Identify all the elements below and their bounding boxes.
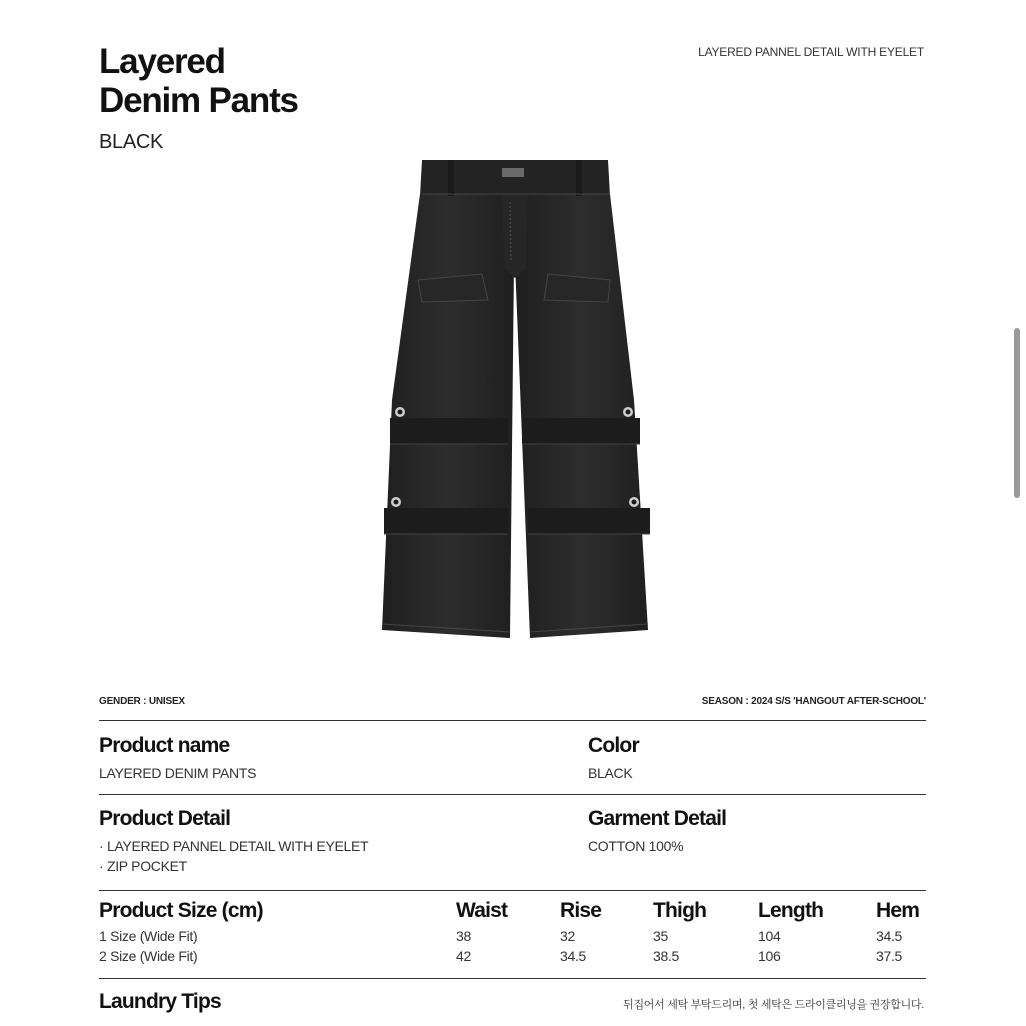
divider: [99, 978, 926, 979]
garment-detail-value: COTTON 100%: [588, 838, 684, 854]
product-name-heading: Product name: [99, 734, 230, 757]
product-color-name: BLACK: [99, 131, 164, 153]
product-detail-item: · LAYERED PANNEL DETAIL WITH EYELET: [99, 838, 369, 854]
divider: [99, 720, 926, 721]
size-cell: 106: [758, 948, 781, 964]
size-cell: 38.5: [653, 948, 680, 964]
product-name-value: LAYERED DENIM PANTS: [99, 765, 257, 781]
size-table-title: Product Size (cm): [99, 899, 263, 922]
size-cell: 38: [456, 928, 471, 944]
size-cell: 35: [653, 928, 668, 944]
color-heading: Color: [588, 734, 639, 757]
scrollbar[interactable]: [1014, 328, 1020, 498]
product-detail-list: [99, 836, 368, 876]
size-col-waist: Waist: [456, 899, 508, 922]
size-cell: 37.5: [876, 948, 903, 964]
product-title-line-2: Denim Pants: [99, 81, 298, 120]
size-col-rise: Rise: [560, 899, 602, 922]
product-title-line-1: Layered: [99, 42, 225, 81]
size-cell: 34.5: [876, 928, 903, 944]
product-detail-item: · ZIP POCKET: [99, 858, 187, 874]
size-cell: 104: [758, 928, 781, 944]
product-title: [99, 42, 298, 120]
pants-image: [370, 150, 660, 650]
divider: [99, 794, 926, 795]
size-cell: 34.5: [560, 948, 587, 964]
size-col-length: Length: [758, 899, 824, 922]
garment-detail-heading: Garment Detail: [588, 807, 727, 830]
color-value: BLACK: [588, 765, 633, 781]
product-tagline: LAYERED PANNEL DETAIL WITH EYELET: [698, 45, 924, 59]
laundry-tips-heading: Laundry Tips: [99, 990, 221, 1013]
laundry-tips-note: 뒤집어서 세탁 부탁드리며, 첫 세탁은 드라이클리닝을 권장합니다.: [623, 999, 924, 1011]
size-col-hem: Hem: [876, 899, 920, 922]
size-cell: 42: [456, 948, 471, 964]
product-detail-heading: Product Detail: [99, 807, 231, 830]
size-col-thigh: Thigh: [653, 899, 707, 922]
season-label: SEASON : 2024 S/S 'HANGOUT AFTER-SCHOOL': [701, 696, 926, 707]
size-cell: 32: [560, 928, 575, 944]
size-row-label: 1 Size (Wide Fit): [99, 928, 198, 944]
size-row-label: 2 Size (Wide Fit): [99, 948, 198, 964]
gender-label: GENDER : UNISEX: [99, 696, 185, 707]
divider: [99, 890, 926, 891]
